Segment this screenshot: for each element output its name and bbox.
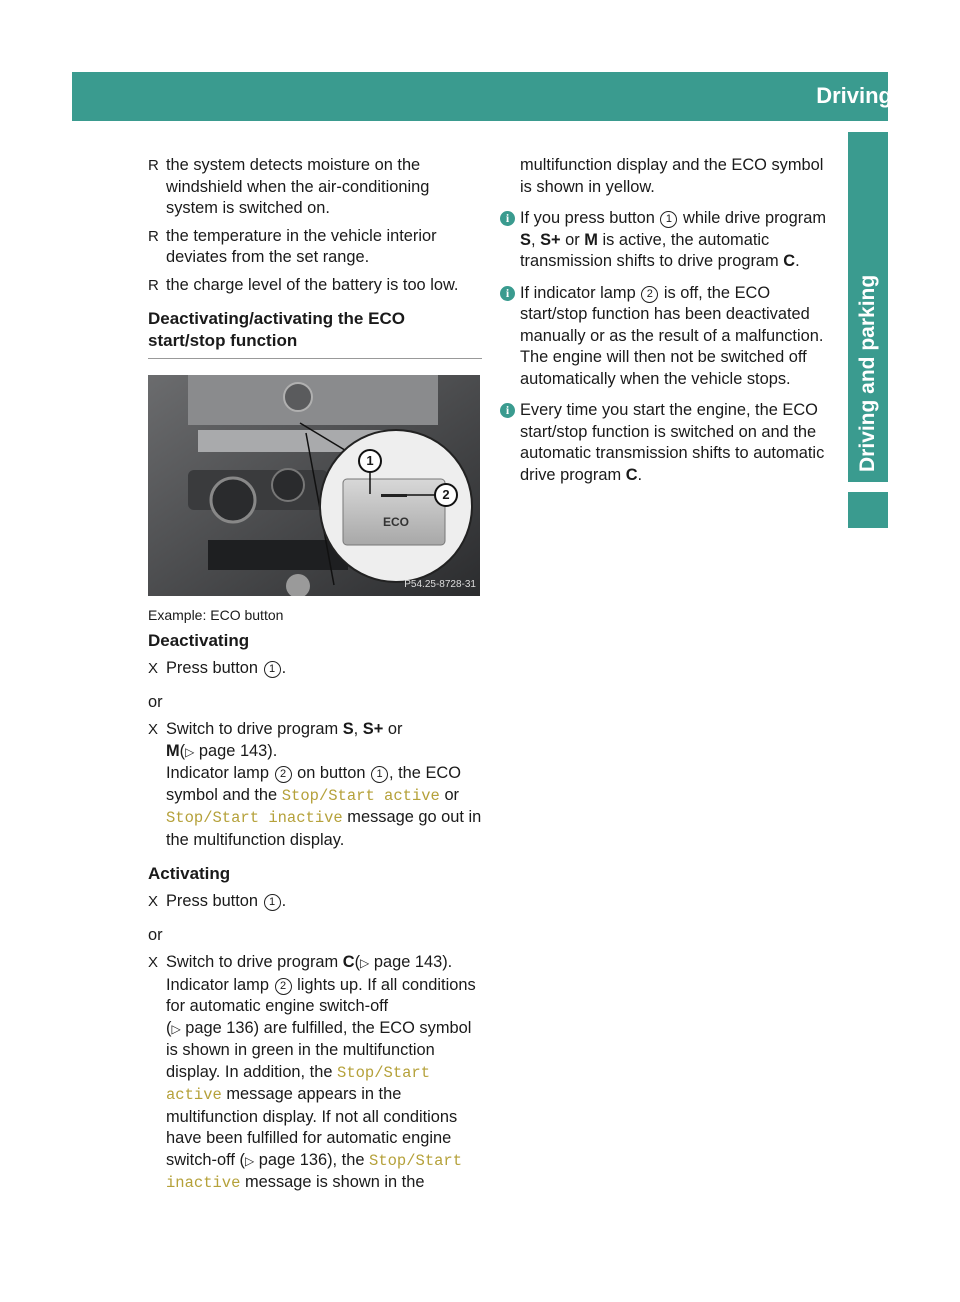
- callout-2-icon: 2: [641, 286, 658, 303]
- eco-button-figure: [148, 375, 480, 596]
- page-ref-icon: ▷: [171, 1021, 181, 1036]
- list-item: R the temperature in the vehicle interior deviates from the set range.: [148, 226, 437, 266]
- callout-2-icon: 2: [275, 978, 292, 995]
- side-tab-label: Driving and parking: [856, 274, 879, 472]
- callout-2-label: 2: [442, 487, 450, 502]
- divider: [148, 358, 482, 359]
- header-title: Driving: [816, 83, 892, 108]
- page-ref-icon: ▷: [360, 956, 370, 970]
- page-number: 137: [914, 83, 952, 108]
- right-column: [500, 155, 836, 496]
- list-item: R the charge level of the battery is too low.: [148, 275, 459, 294]
- page-header: [72, 72, 952, 121]
- info-note: i Every time you start the engine, the ECO start/stop function is switched on and the automatic transmission shifts to automatic drive program C.: [500, 400, 836, 486]
- or-text: or: [148, 692, 163, 711]
- dashboard-photo: [148, 375, 480, 596]
- list-item: X Switch to drive program C(▷ page 143). Indicator lamp 2 lights up. If all conditions for automatic engine switch-off (▷ page 136) are fulfilled, the ECO symbol is shown in green in the multifunction display. In addition, the Stop/Start active message appears in the multifunction display. If not all conditions have been fulfilled for automatic engine switch-off (▷ page 136), the Stop/Start inactive message is shown in the: [148, 953, 476, 1192]
- list-item: X Switch to drive program S, S+ or M(▷ page 143). Indicator lamp 2 on button 1 , the ECO symbol and the Stop/Start active or Stop/Start inactive message go out in the multifunction display.: [148, 720, 482, 849]
- list-item: X Press button 1 .: [148, 892, 287, 910]
- callout-1-label: 1: [366, 453, 374, 468]
- callout-1-icon: 1: [660, 211, 677, 228]
- side-tab-marker: [848, 492, 888, 528]
- bullet-text: the temperature in the vehicle interior deviates from the set range.: [166, 226, 437, 266]
- continued-text: multifunction display and the ECO symbol is shown in yellow.: [520, 156, 824, 196]
- bullet-text: the charge level of the battery is too low.: [166, 275, 459, 294]
- callout-2-icon: 2: [275, 766, 292, 783]
- page-ref-icon: ▷: [244, 1153, 255, 1168]
- info-icon: i: [500, 211, 515, 226]
- list-item: R the system detects moisture on the windshield when the air-conditioning system is switched on.: [148, 156, 430, 217]
- callout-1-icon: 1: [371, 766, 388, 783]
- list-item: X Press button 1 .: [148, 659, 287, 677]
- or-text: or: [148, 925, 163, 944]
- callout-1-icon: 1: [264, 894, 281, 911]
- eco-button-label: ECO: [382, 515, 409, 529]
- page-ref-icon: ▷: [185, 744, 195, 759]
- info-note: i If indicator lamp 2 is off, the ECO start/stop function has been deactivated manually or as the result of a malfunction. The engine will then not be switched off automatically when the vehicle stops.: [500, 283, 836, 391]
- activating-heading: Activating: [148, 864, 231, 883]
- header-divider: [900, 72, 906, 121]
- bullet-text: the system detects moisture on the windshield when the air-conditioning system is switched on.: [166, 156, 430, 217]
- figure-code: P54.25-8728-31: [404, 579, 476, 590]
- info-icon: i: [500, 403, 515, 418]
- callout-1-icon: 1: [264, 661, 281, 678]
- deactivating-heading: Deactivating: [148, 631, 250, 650]
- info-note: i If you press button 1 while drive program S, S+ or M is active, the automatic transmission shifts to drive program C.: [500, 208, 836, 273]
- left-column: [148, 155, 482, 1201]
- figure-caption: Example: ECO button: [148, 607, 284, 623]
- info-icon: i: [500, 286, 515, 301]
- section-heading: Deactivating/activating the ECO start/stop function: [148, 309, 405, 350]
